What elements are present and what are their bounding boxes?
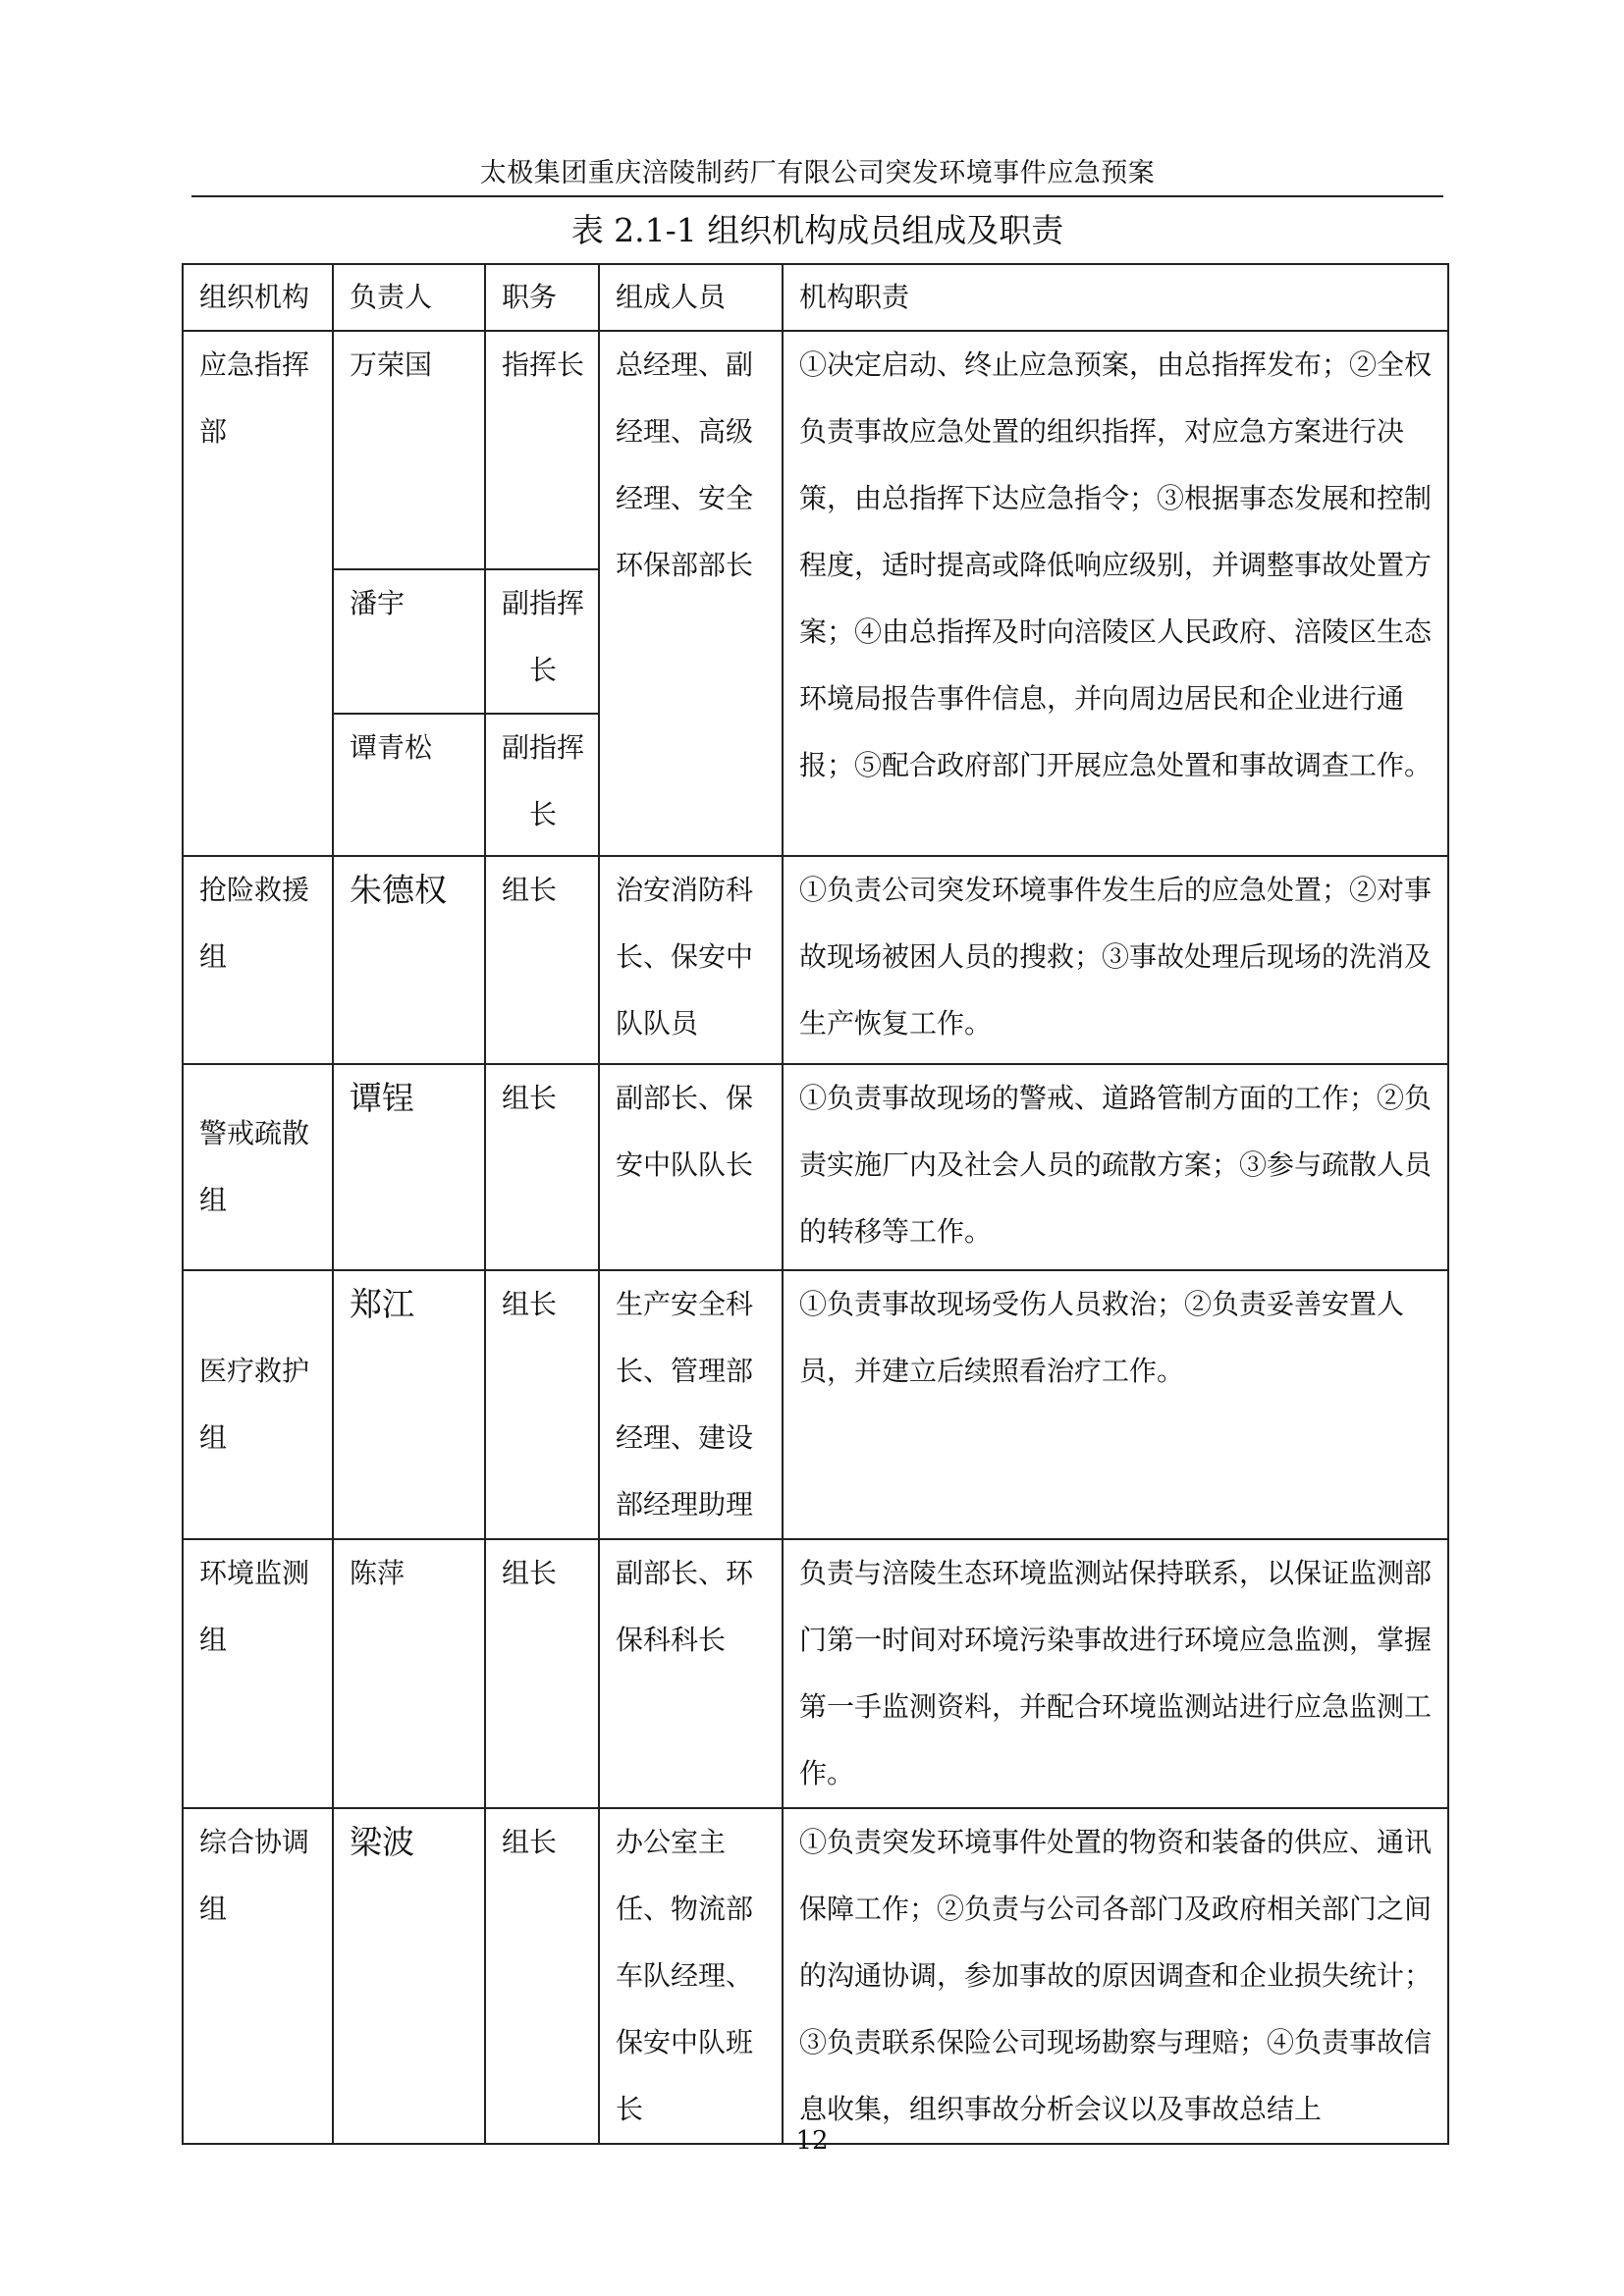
org-name-cell: 应急指挥部 bbox=[183, 331, 333, 856]
members-cell: 办公室主任、物流部车队经理、保安中队班长 bbox=[599, 1808, 783, 2144]
table-row bbox=[183, 1808, 1448, 2144]
position-cell: 副指挥长 bbox=[485, 569, 599, 714]
leader-name-cell: 梁波 bbox=[333, 1808, 485, 2144]
column-header-leader: 负责人 bbox=[333, 264, 485, 331]
position-cell: 组长 bbox=[485, 1064, 599, 1270]
org-name-cell: 综合协调组 bbox=[183, 1808, 333, 2144]
column-header-duty: 机构职责 bbox=[783, 264, 1448, 331]
org-name-cell: 医疗救护组 bbox=[183, 1270, 333, 1539]
leader-name-cell: 陈萍 bbox=[333, 1539, 485, 1808]
column-header-org: 组织机构 bbox=[183, 264, 333, 331]
column-header-position: 职务 bbox=[485, 264, 599, 331]
duty-cell: ①负责事故现场的警戒、道路管制方面的工作；②负责实施厂内及社会人员的疏散方案；③参与疏散人员的转移等工作。 bbox=[783, 1064, 1448, 1270]
table-row bbox=[183, 1539, 1448, 1808]
position-cell: 副指挥长 bbox=[485, 714, 599, 856]
duty-cell: ①负责事故现场受伤人员救治；②负责妥善安置人员，并建立后续照看治疗工作。 bbox=[783, 1270, 1448, 1539]
page-header: 太极集团重庆涪陵制药厂有限公司突发环境事件应急预案 bbox=[191, 152, 1443, 197]
table-row bbox=[183, 856, 1448, 1064]
members-cell: 副部长、环保科科长 bbox=[599, 1539, 783, 1808]
leader-name-cell: 朱德权 bbox=[333, 856, 485, 1064]
table-title: 表 2.1-1 组织机构成员组成及职责 bbox=[570, 211, 1064, 249]
org-name-cell: 警戒疏散组 bbox=[183, 1064, 333, 1270]
members-cell: 生产安全科长、管理部经理、建设部经理助理 bbox=[599, 1270, 783, 1539]
position-cell: 组长 bbox=[485, 1808, 599, 2144]
org-name-cell: 环境监测组 bbox=[183, 1539, 333, 1808]
table-row bbox=[183, 331, 1448, 569]
leader-name-cell: 潘宇 bbox=[333, 569, 485, 714]
column-header-members: 组成人员 bbox=[599, 264, 783, 331]
leader-name-cell: 郑江 bbox=[333, 1270, 485, 1539]
members-cell: 总经理、副经理、高级经理、安全环保部部长 bbox=[599, 331, 783, 856]
table-header-row bbox=[183, 264, 1448, 331]
table-row bbox=[183, 1270, 1448, 1539]
duty-cell: 负责与涪陵生态环境监测站保持联系，以保证监测部门第一时间对环境污染事故进行环境应急监测，掌握第一手监测资料，并配合环境监测站进行应急监测工作。 bbox=[783, 1539, 1448, 1808]
duty-cell: ①负责公司突发环境事件发生后的应急处置；②对事故现场被困人员的搜救；③事故处理后现场的洗消及生产恢复工作。 bbox=[783, 856, 1448, 1064]
leader-name-cell: 万荣国 bbox=[333, 331, 485, 569]
members-cell: 治安消防科长、保安中队队员 bbox=[599, 856, 783, 1064]
position-cell: 组长 bbox=[485, 1270, 599, 1539]
position-cell: 指挥长 bbox=[485, 331, 599, 569]
leader-name-cell: 谭锃 bbox=[333, 1064, 485, 1270]
org-name-cell: 抢险救援组 bbox=[183, 856, 333, 1064]
position-cell: 组长 bbox=[485, 1539, 599, 1808]
table-row bbox=[183, 1064, 1448, 1270]
position-cell: 组长 bbox=[485, 856, 599, 1064]
duty-cell: ①决定启动、终止应急预案，由总指挥发布；②全权负责事故应急处置的组织指挥，对应急方案进行决策，由总指挥下达应急指令；③根据事态发展和控制程度，适时提高或降低响应级别，并调整事故处置方案；④由总指挥及时向涪陵区人民政府、涪陵区生态环境局报告事件信息，并向周边居民和企业进行通报；⑤配合政府部门开展应急处置和事故调查工作。 bbox=[783, 331, 1448, 856]
duty-cell: ①负责突发环境事件处置的物资和装备的供应、通讯保障工作；②负责与公司各部门及政府相关部门之间的沟通协调，参加事故的原因调查和企业损失统计；③负责联系保险公司现场勘察与理赔；④负责事故信息收集，组织事故分析会议以及事故总结上 bbox=[783, 1808, 1448, 2144]
leader-name-cell: 谭青松 bbox=[333, 714, 485, 856]
members-cell: 副部长、保安中队队长 bbox=[599, 1064, 783, 1270]
page-number: 12 bbox=[795, 2126, 829, 2156]
organization-table bbox=[182, 263, 1449, 2145]
